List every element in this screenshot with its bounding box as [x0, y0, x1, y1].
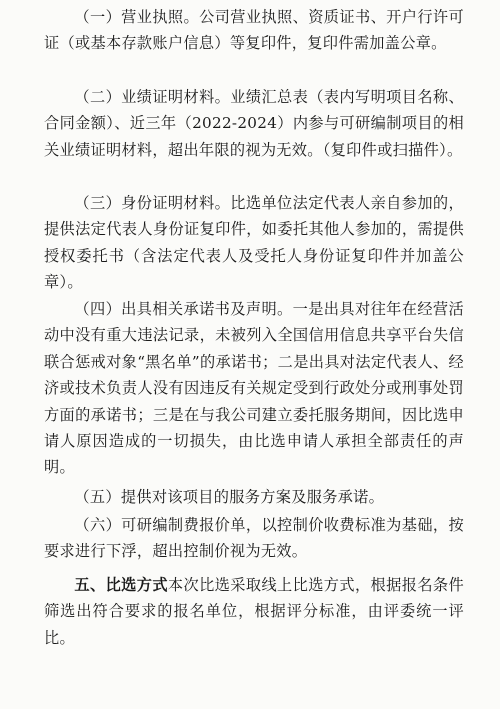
paragraph-performance-proof: （二）业绩证明材料。业绩汇总表（表内写明项目名称、合同金额）、近三年（2022-2024）内参与可研编制项目的相关业绩证明材料，超出年限的视为无效。（复印件或扫描件）。 [44, 88, 464, 159]
section-selection-heading: 五、比选方式 [74, 576, 168, 594]
paragraph-business-license: （一）营业执照。公司营业执照、资质证书、开户行许可证（或基本存款账户信息）等复印件，复印件需加盖公章。 [44, 8, 464, 53]
paragraph-quotation: （六）可研编制费报价单，以控制价收费标准为基础，按要求进行下浮，超出控制价视为无效。 [44, 516, 464, 561]
section-selection-method [44, 572, 464, 651]
paragraph-identity-proof: （三）身份证明材料。比选单位法定代表人亲自参加的，提供法定代表人身份证复印件，如委托其他人参加的，需提供授权委托书（含法定代表人及受托人身份证复印件并加盖公章）。 [44, 194, 464, 292]
section-selection-body: 本次比选采取线上比选方式，根据报名条件筛选出符合要求的报名单位，根据评分标准，由评委统一评比。 [44, 576, 464, 647]
paragraph-service-plan: （五）提供对该项目的服务方案及服务承诺。 [74, 488, 385, 506]
paragraph-commitment-letters: （四）出具相关承诺书及声明。一是出具对往年在经营活动中没有重大违法记录，未被列入全国信用信息共享平台失信联合惩戒对象“黑名单”的承诺书；二是出具对法定代表人、经济或技术负责人没有因违反有关规定受到行政处分或刑事处罚方面的承诺书；三是在与我公司建立委托服务期间，因比选申请人原因造成的一切损失，由比选申请人承担全部责任的声明。 [44, 300, 464, 477]
